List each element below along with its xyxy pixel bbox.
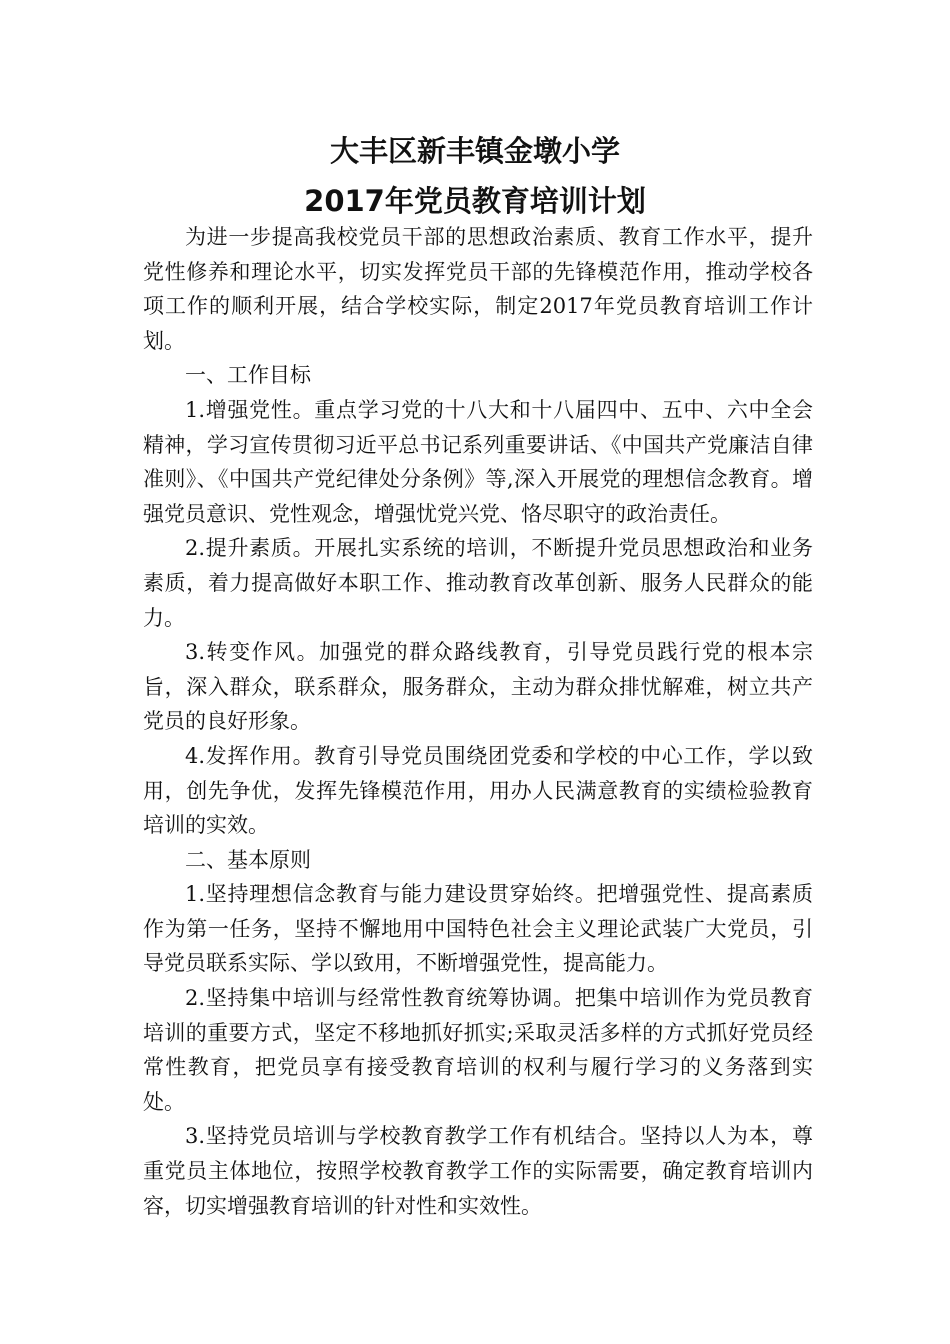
section-heading-principles: 二、基本原则 [185,847,311,872]
principle-item-2: 2.坚持集中培训与经常性教育统筹协调。把集中培训作为党员教育培训的重要方式，坚定不移地抓好抓实;采取灵活多样的方式抓好党员经常性教育，把党员享有接受教育培训的权利与履行学习的义务落到实处。 [143,986,813,1114]
document-title-plan: 2017年党员教育培训计划 [304,184,646,218]
goal-item-4: 4.发挥作用。教育引导党员围绕团党委和学校的中心工作，学以致用，创先争优，发挥先锋模范作用，用办人民满意教育的实绩检验教育培训的实效。 [143,743,813,838]
principle-item-1: 1.坚持理想信念教育与能力建设贯穿始终。把增强党性、提高素质作为第一任务，坚持不懈地用中国特色社会主义理论武装广大党员，引导党员联系实际、学以致用，不断增强党性，提高能力。 [143,882,813,976]
goal-item-2: 2.提升素质。开展扎实系统的培训，不断提升党员思想政治和业务素质，着力提高做好本职工作、推动教育改革创新、服务人民群众的能力。 [143,536,813,630]
goal-item-3: 3.转变作风。加强党的群众路线教育，引导党员践行党的根本宗旨，深入群众，联系群众，服务群众，主动为群众排忧解难，树立共产党员的良好形象。 [143,640,813,734]
goal-item-1: 1.增强党性。重点学习党的十八大和十八届四中、五中、六中全会精神，学习宣传贯彻习近平总书记系列重要讲话、《中国共产党廉洁自律准则》、《中国共产党纪律处分条例》等,深入开展党的理想信念教育。增强党员意识、党性观念，增强忧党兴党、恪尽职守的政治责任。 [143,397,813,526]
principle-item-3: 3.坚持党员培训与学校教育教学工作有机结合。坚持以人为本，尊重党员主体地位，按照学校教育教学工作的实际需要，确定教育培训内容，切实增强教育培训的针对性和实效性。 [143,1124,813,1218]
document-title-school: 大丰区新丰镇金墩小学 [329,134,620,168]
intro-paragraph: 为进一步提高我校党员干部的思想政治素质、教育工作水平，提升党性修养和理论水平，切实发挥党员干部的先锋模范作用，推动学校各项工作的顺利开展，结合学校实际，制定2017年党员教育培训工作计划。 [143,225,813,353]
section-heading-goals: 一、工作目标 [185,363,311,388]
document-body [143,220,813,1223]
